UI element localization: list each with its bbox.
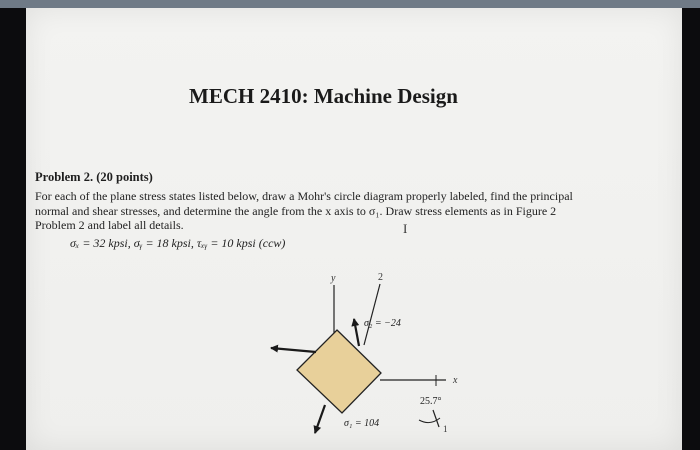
- principal-axis-2-line: [364, 284, 380, 345]
- problem-line-2: normal and shear stresses, and determine the angle from the x axis to σ₁. Draw stress elements as in Figure 2: [35, 203, 557, 218]
- sigma2-label: σ₂ = −24: [364, 318, 401, 329]
- angle-label: 25.7°: [420, 396, 442, 407]
- sigma1-label: σ₁ = 104: [344, 418, 380, 429]
- given-stresses: σₓ = 32 kpsi, σᵧ = 18 kpsi, τₓᵧ = 10 kpsi (ccw): [70, 236, 286, 250]
- principal-axis-1-label: 1: [443, 424, 448, 434]
- page-title: MECH 2410: Machine Design: [189, 84, 458, 108]
- stress-element: [297, 330, 381, 413]
- sigma2-arrow: [354, 319, 359, 346]
- problem-line-3: Problem 2 and label all details.: [35, 218, 184, 232]
- x-axis-label: x: [453, 375, 458, 386]
- principal-axis-1-line: [433, 410, 439, 427]
- y-axis-label: y: [331, 273, 336, 284]
- problem-heading: Problem 2. (20 points): [35, 170, 153, 184]
- principal-axis-2-label: 2: [378, 272, 383, 283]
- sigma1-arrow-bottom: [315, 405, 325, 433]
- problem-line-1: For each of the plane stress states listed below, draw a Mohr's circle diagram properly labeled, find the principal: [35, 189, 573, 203]
- text-cursor-icon: I: [403, 221, 408, 236]
- sigma1-arrow-left: [271, 348, 316, 352]
